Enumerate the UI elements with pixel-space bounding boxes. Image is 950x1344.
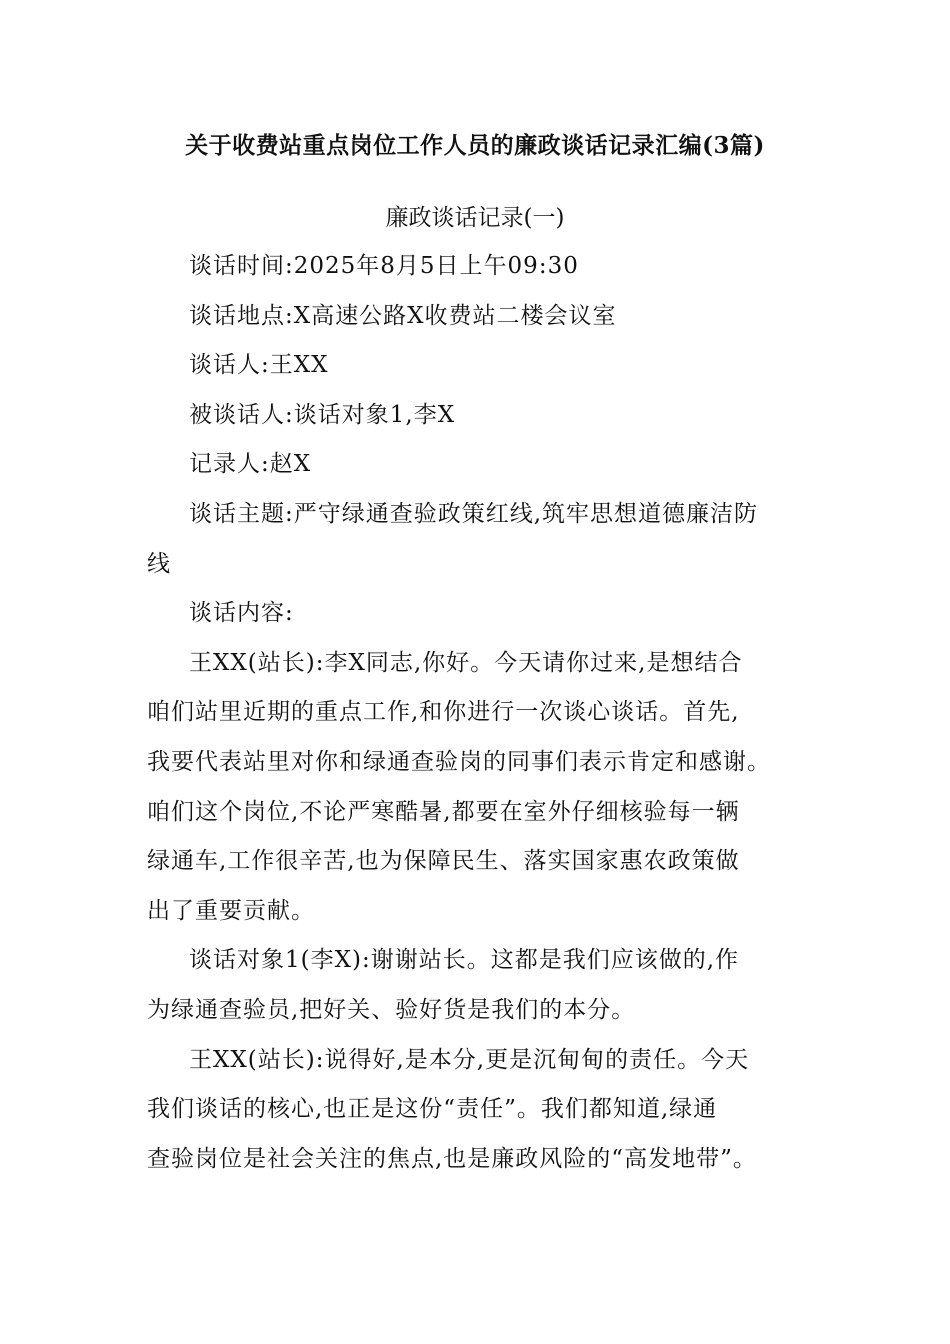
text-line: 谈话主题:严守绿通查验政策红线,筑牢思想道德廉洁防: [189, 500, 759, 527]
text-line: 绿通车,工作很辛苦,也为保障民生、落实国家惠农政策做: [147, 848, 740, 875]
text-line: 王XX(站长):说得好,是本分,更是沉甸甸的责任。今天: [189, 1046, 750, 1073]
text-line: 谈话人:王XX: [189, 352, 329, 379]
text-line: 咱们站里近期的重点工作,和你进行一次谈心谈话。首先,: [147, 699, 740, 726]
text-line: 出了重要贡献。: [147, 897, 315, 924]
text-line: 谈话对象1(李X):谢谢站长。这都是我们应该做的,作: [189, 947, 740, 974]
text-line: 我要代表站里对你和绿通查验岗的同事们表示肯定和感谢。: [147, 748, 771, 775]
text-line: 为绿通查验员,把好关、验好货是我们的本分。: [147, 996, 636, 1023]
text-line: 被谈话人:谈话对象1,李X: [189, 401, 456, 428]
text-line: 谈话内容:: [189, 600, 294, 627]
text-line: 记录人:赵X: [189, 451, 312, 478]
text-line: 谈话地点:X高速公路X收费站二楼会议室: [189, 302, 617, 329]
text-line: 查验岗位是社会关注的焦点,也是廉政风险的“高发地带”。: [147, 1145, 757, 1172]
section-subtitle: 廉政谈话记录(一): [385, 205, 565, 231]
text-line: 线: [147, 550, 171, 577]
text-line: 我们谈话的核心,也正是这份“责任”。我们都知道,绿通: [147, 1096, 718, 1123]
text-line: 王XX(站长):李X同志,你好。今天请你过来,是想结合: [189, 649, 743, 676]
document-title: 关于收费站重点岗位工作人员的廉政谈话记录汇编(3篇): [185, 132, 765, 159]
document-body: [147, 250, 807, 1192]
text-line: 谈话时间:2025年8月5日上午09:30: [189, 253, 579, 279]
text-line: 咱们这个岗位,不论严寒酷暑,都要在室外仔细核验每一辆: [147, 798, 740, 825]
